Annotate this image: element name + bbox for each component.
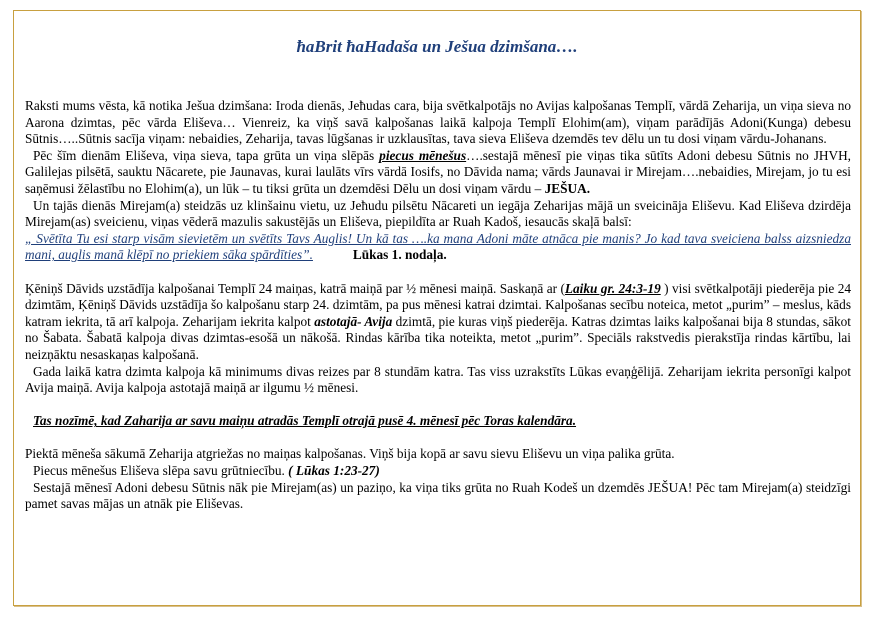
paragraph-sixth-month: Sestajā mēnesī Adoni debesu Sūtnis nāk pie Mirejam(as) un paziņo, ka viņa tiks grūta no Ruah Kodeš un dzemdēs JEŠUA! Pēc tam Mirejam(a) steidzīgi pamet savas mājas un atnāk pie Eliševas. — [25, 479, 851, 512]
paragraph-fifth-month: Piektā mēneša sākumā Zeharija atgriežas no maiņas kalpošanas. Viņš bija kopā ar savu sievu Eliševu un viņa palika grūta. — [25, 446, 675, 462]
paragraph-quote-line — [25, 231, 851, 264]
paragraph-visitation: Un tajās dienās Mirejam(a) steidzās uz klinšainu vietu, uz Jeħudu pilsētu Nācareti un iegāja Zeharijas mājā un sveicināja Eliševu. Kad Eliševa dzirdēja Mirejam(as) sveicienu, viņas vēderā mazulis sakustējās un Eliševa, piepildīta ar Ruah Kadoš, iesaucās skaļā balsī: — [25, 197, 851, 230]
paragraph-temple-shifts — [25, 281, 851, 364]
document-page — [13, 10, 861, 606]
emphasis-abijah-shift: astotajā- Avija — [314, 313, 393, 329]
paragraph-five-months — [25, 463, 851, 480]
spacer — [25, 264, 851, 281]
document-body — [25, 98, 851, 513]
text-run: Piecus mēnešus Eliševa slēpa savu grūtniecību. — [33, 463, 289, 479]
paragraph-announcement — [25, 148, 851, 198]
text-run: ) visi svētkalpotāji piederēja pie 24 dzimtām, Ķēniņš Dāvids uzstādīja šo kalpošanu starp 24. dzimtām, pa pus mēnesi katrai dzimtai. Kalpošanas secību noteica, metot „purim” – meslus, kāds katram iekrita, tā arī kalpoja. Zeharijam iekrita kalpot — [25, 280, 852, 329]
text-run: ….sestajā mēnesī pie viņas tika sūtīts Adoni debesu Sūtnis no JHVH, Galilejas pilsētā, sauktu Nācarete, pie Jaunavas, kurai laulāts vīrs vārdā Iosifs, no Dāvida nama; vārds Jaunavai ir Mirejam….nebaidies, Mirejam, jo tu esi saņēmusi žēlastību no Elohim(a), un lūk – tu tiksi grūta un dzemdēsi Dēlu un dosi viņam vārdu – — [25, 147, 852, 196]
reference-chronicles: Laiku gr. 24:3-19 — [564, 280, 661, 296]
spacer — [25, 397, 851, 414]
text-run: Pēc šīm dienām Eliševa, viņa sieva, tapa grūta un viņa slēpās — [33, 147, 380, 163]
document-title: ħaBrit ħaHadaša un Ješua dzimšana…. — [296, 37, 578, 56]
elisheva-quote: „ Svētīta Tu esi starp visām sievietēm un svētīts Tavs Auglis! Un kā tas ….ka mana Adoni māte atnāca pie manis? Jo kad tava sveiciena balss aizsniedza mani, auglis manā klēpī no priekiem sāka spārdīties”. — [25, 230, 851, 263]
paragraph-yearly-service: Gada laikā katra dzimta kalpoja kā minimums divas reizes par 8 stundām katra. Tas viss uzrakstīts Lūkas evaņģēlijā. Zeharijam iekrita personīgi kalpot Avija maiņā. Avija kalpoja astotajā maiņā ar ilgumu ½ mēnesi. — [25, 363, 851, 396]
paragraph-intro: Raksti mums vēsta, kā notika Ješua dzimšana: Iroda dienās, Jeħudas cara, bija svētkalpotājs no Avijas kalpošanas Templī, vārdā Zeharija, un viņa sieva no Aarona dzimtas, pēc vārda Eliševa… Vienreiz, ka viņš savā kalpošanas laikā kalpoja Templī Elohim(am), viņam parādījās Adoni(Kunga) debesu Sūtnis…..Sūtnis sacīja viņam: nebaidies, Zeharija, tavas lūgšanas ir uzklausītas, tava sieva Eliševa dzemdēs tev dēlu un tu dosi viņam vārdu-Johanans. — [25, 98, 851, 147]
text-run: dzimtā, pie kuras viņš piederēja. Katras dzimtas laiks kalpošanai bija 8 stundas, sākot no Šabata. Šabatā kalpoja divas dzimtas-esošā un nākošā. Rindas kārība tika noteikta, metot „purim”. Speciāls rakstvedis pierakstīja rindas kārtību, lai neizņāktu nesaskaņas kalpošanā. — [25, 313, 851, 362]
reference-luke-1-23: ( Lūkas 1:23-27) — [288, 463, 380, 479]
text-run: Ķēniņš Dāvids uzstādīja kalpošanai Templī 24 maiņas, katrā maiņā par ½ mēnesi maiņā. Saskaņā ar ( — [25, 280, 565, 296]
name-jesua: JEŠUA. — [544, 180, 591, 196]
spacer — [25, 430, 851, 447]
emphasis-five-months: piecus mēnešus — [379, 147, 467, 163]
paragraph-conclusion: Tas nozīmē, kad Zaharija ar savu maiņu atradās Templī otrajā pusē 4. mēnesī pēc Toras kalendāra. — [33, 413, 577, 429]
reference-luke-1: Lūkas 1. nodaļa. — [352, 247, 447, 263]
